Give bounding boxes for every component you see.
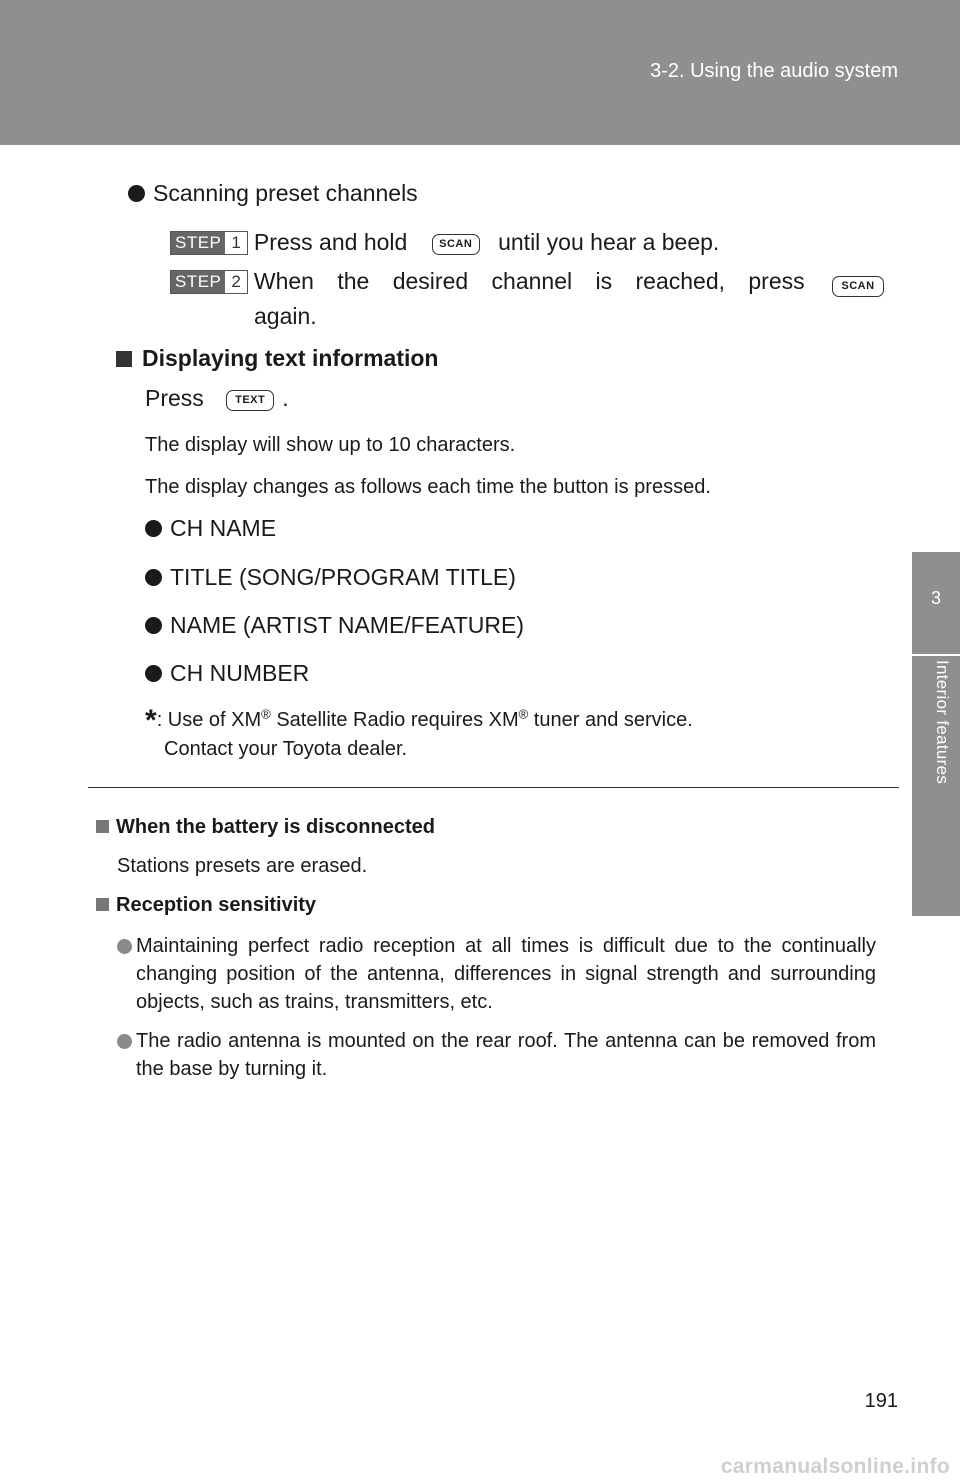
- list-item: CH NAME: [145, 515, 276, 542]
- list-item: TITLE (SONG/PROGRAM TITLE): [145, 564, 516, 591]
- divider: [88, 787, 899, 788]
- page-number: 191: [864, 1390, 898, 1412]
- note-max-characters: The display will show up to 10 characters.: [145, 434, 516, 456]
- list-item: NAME (ARTIST NAME/FEATURE): [145, 612, 524, 639]
- bullet-icon: [117, 1034, 132, 1049]
- watermark: carmanualsonline.info: [720, 1455, 950, 1478]
- square-bullet-icon: [116, 351, 132, 367]
- bullet-icon: [145, 665, 162, 682]
- chapter-tab: [912, 552, 960, 654]
- footnote: *: Use of XM® Satellite Radio requires XM® tuner and service.: [145, 704, 693, 737]
- step-1-line: STEP 1 Press and hold SCAN until you hear a beep.: [170, 229, 719, 256]
- text-key-icon: TEXT: [226, 390, 274, 411]
- step-2-line: STEP 2 When the desired channel is reached, press: [170, 268, 805, 295]
- bullet-icon: [145, 520, 162, 537]
- bullet-icon: [117, 939, 132, 954]
- chapter-number: 3: [930, 588, 941, 608]
- note-display-changes: The display changes as follows each time the button is pressed.: [145, 476, 711, 498]
- battery-text: Stations presets are erased.: [117, 855, 368, 877]
- step-2-badge: STEP 2: [170, 270, 248, 294]
- scan-key-icon: SCAN: [832, 276, 884, 297]
- section-title: 3-2. Using the audio system: [650, 60, 898, 82]
- scanning-heading: Scanning preset channels: [128, 180, 418, 207]
- step-1-badge: STEP 1: [170, 231, 248, 255]
- reception-heading: Reception sensitivity: [96, 894, 316, 917]
- square-bullet-icon: [96, 820, 109, 833]
- press-text-line: Press TEXT .: [145, 385, 289, 411]
- step-2-continuation: again.: [254, 303, 317, 329]
- page-header: [0, 0, 960, 145]
- scan-key-icon: SCAN: [432, 234, 480, 255]
- bullet-icon: [145, 617, 162, 634]
- list-item: CH NUMBER: [145, 660, 309, 687]
- footnote-line-2: Contact your Toyota dealer.: [164, 738, 408, 760]
- square-bullet-icon: [96, 898, 109, 911]
- battery-heading: When the battery is disconnected: [96, 816, 435, 839]
- chapter-title: Interior features: [933, 660, 952, 785]
- text-info-heading: Displaying text information: [116, 345, 438, 372]
- bullet-icon: [145, 569, 162, 586]
- bullet-icon: [128, 185, 145, 202]
- reception-item: Maintaining perfect radio reception at all times is difficult due to the continually changing position of the antenna, differences in signal strength and surrounding objects, such as trains, transmitters, etc.: [136, 935, 876, 1013]
- reception-item: The radio antenna is mounted on the rear roof. The antenna can be removed from the base by turning it.: [136, 1030, 876, 1080]
- footnote-marker: *: [145, 704, 157, 737]
